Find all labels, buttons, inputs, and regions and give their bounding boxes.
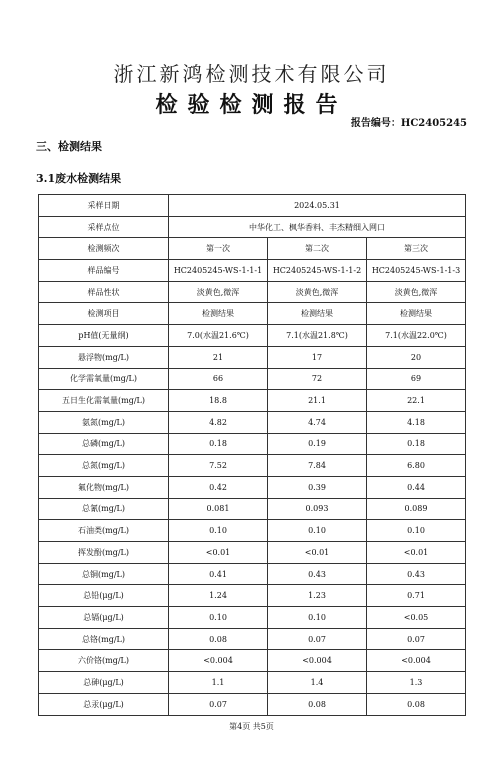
frequency-3: 第三次 (367, 238, 466, 260)
result-value: <0.05 (367, 607, 466, 629)
result-value: 0.10 (268, 520, 367, 542)
result-value: 72 (268, 368, 367, 390)
result-value: <0.01 (268, 542, 367, 564)
appearance-1: 淡黄色,微浑 (169, 281, 268, 303)
sample-id-row (39, 260, 466, 282)
result-value: 0.18 (367, 433, 466, 455)
subsection-title: 3.1废水检测结果 (36, 172, 122, 185)
table-row (39, 585, 466, 607)
appearance-3: 淡黄色,微浑 (367, 281, 466, 303)
sample-id-1: HC2405245-WS-1-1-1 (169, 260, 268, 282)
test-item: 化学需氧量(mg/L) (39, 368, 169, 390)
test-item: 总铬(mg/L) (39, 628, 169, 650)
result-value: <0.004 (268, 650, 367, 672)
test-item: 总砷(μg/L) (39, 672, 169, 694)
test-item: 总镉(μg/L) (39, 607, 169, 629)
table-row (39, 390, 466, 412)
table-row (39, 693, 466, 715)
result-value: 18.8 (169, 390, 268, 412)
result-value: 1.4 (268, 672, 367, 694)
result-value: 0.093 (268, 498, 367, 520)
appearance-2: 淡黄色,微浑 (268, 281, 367, 303)
table-row (39, 476, 466, 498)
table-row (39, 368, 466, 390)
result-value: 7.0(水温21.6℃) (169, 325, 268, 347)
frequency-2: 第二次 (268, 238, 367, 260)
result-header-1: 检测结果 (169, 303, 268, 325)
test-item: 总铜(mg/L) (39, 563, 169, 585)
header-row (39, 303, 466, 325)
result-value: 0.08 (169, 628, 268, 650)
test-item: 五日生化需氧量(mg/L) (39, 390, 169, 412)
table-row (39, 672, 466, 694)
frequency-1: 第一次 (169, 238, 268, 260)
test-item: 总氮(mg/L) (39, 455, 169, 477)
test-item: 石油类(mg/L) (39, 520, 169, 542)
result-value: 0.10 (169, 607, 268, 629)
table-row (39, 433, 466, 455)
result-value: 0.71 (367, 585, 466, 607)
item-header: 检测项目 (39, 303, 169, 325)
frequency-row (39, 238, 466, 260)
test-item: 总氰(mg/L) (39, 498, 169, 520)
company-name: 浙江新鸿检测技术有限公司 (113, 62, 390, 86)
result-value: 66 (169, 368, 268, 390)
sampling-site-label: 采样点位 (39, 216, 169, 238)
page-footer: 第4页 共5页 (229, 722, 274, 731)
table-row (39, 411, 466, 433)
result-value: 0.07 (169, 693, 268, 715)
section-title: 三、检测结果 (36, 140, 102, 153)
table-row (39, 325, 466, 347)
result-value: 4.18 (367, 411, 466, 433)
result-value: 0.43 (367, 563, 466, 585)
result-value: 0.44 (367, 476, 466, 498)
table-row (39, 650, 466, 672)
result-value: 0.07 (268, 628, 367, 650)
result-value: 0.08 (367, 693, 466, 715)
report-number: 报告编号：HC2405245 (350, 118, 467, 129)
result-value: <0.01 (367, 542, 466, 564)
test-item: 总磷(mg/L) (39, 433, 169, 455)
result-value: <0.01 (169, 542, 268, 564)
sampling-site-value: 中华化工、枫华香料、丰杰精细入网口 (169, 216, 466, 238)
result-value: <0.004 (169, 650, 268, 672)
result-value: 0.10 (367, 520, 466, 542)
appearance-label: 样品性状 (39, 281, 169, 303)
test-item: 总铅(μg/L) (39, 585, 169, 607)
result-value: 20 (367, 346, 466, 368)
sample-id-2: HC2405245-WS-1-1-2 (268, 260, 367, 282)
test-item: 挥发酚(mg/L) (39, 542, 169, 564)
test-item: pH值(无量纲) (39, 325, 169, 347)
result-value: 0.19 (268, 433, 367, 455)
result-header-2: 检测结果 (268, 303, 367, 325)
sample-id-label: 样品编号 (39, 260, 169, 282)
result-value: 7.52 (169, 455, 268, 477)
result-value: 17 (268, 346, 367, 368)
result-value: 7.1(水温21.8℃) (268, 325, 367, 347)
test-item: 悬浮物(mg/L) (39, 346, 169, 368)
result-value: 69 (367, 368, 466, 390)
result-value: <0.004 (367, 650, 466, 672)
frequency-label: 检测频次 (39, 238, 169, 260)
table-row (39, 346, 466, 368)
result-value: 1.24 (169, 585, 268, 607)
result-value: 21 (169, 346, 268, 368)
sampling-date-value: 2024.05.31 (169, 195, 466, 217)
table-row (39, 455, 466, 477)
test-item: 六价铬(mg/L) (39, 650, 169, 672)
result-value: 6.80 (367, 455, 466, 477)
result-value: 4.74 (268, 411, 367, 433)
sampling-date-row (39, 195, 466, 217)
result-value: 0.43 (268, 563, 367, 585)
table-row (39, 563, 466, 585)
result-value: 1.23 (268, 585, 367, 607)
result-value: 0.081 (169, 498, 268, 520)
result-header-3: 检测结果 (367, 303, 466, 325)
table-row (39, 498, 466, 520)
sample-id-3: HC2405245-WS-1-1-3 (367, 260, 466, 282)
table-row (39, 628, 466, 650)
result-value: 0.08 (268, 693, 367, 715)
result-value: 22.1 (367, 390, 466, 412)
test-item: 总汞(μg/L) (39, 693, 169, 715)
result-value: 7.1(水温22.0℃) (367, 325, 466, 347)
appearance-row (39, 281, 466, 303)
sampling-date-label: 采样日期 (39, 195, 169, 217)
test-item: 氨氮(mg/L) (39, 411, 169, 433)
result-value: 7.84 (268, 455, 367, 477)
report-title: 检验检测报告 (155, 92, 348, 118)
result-value: 0.07 (367, 628, 466, 650)
table-row (39, 607, 466, 629)
result-value: 0.10 (169, 520, 268, 542)
test-item: 氟化物(mg/L) (39, 476, 169, 498)
result-value: 0.10 (268, 607, 367, 629)
table-row (39, 542, 466, 564)
result-value: 21.1 (268, 390, 367, 412)
result-value: 0.18 (169, 433, 268, 455)
result-value: 0.39 (268, 476, 367, 498)
result-value: 1.3 (367, 672, 466, 694)
wastewater-results-table (38, 194, 466, 716)
sampling-site-row (39, 216, 466, 238)
result-value: 4.82 (169, 411, 268, 433)
result-value: 1.1 (169, 672, 268, 694)
table-row (39, 520, 466, 542)
result-value: 0.089 (367, 498, 466, 520)
result-value: 0.41 (169, 563, 268, 585)
result-value: 0.42 (169, 476, 268, 498)
